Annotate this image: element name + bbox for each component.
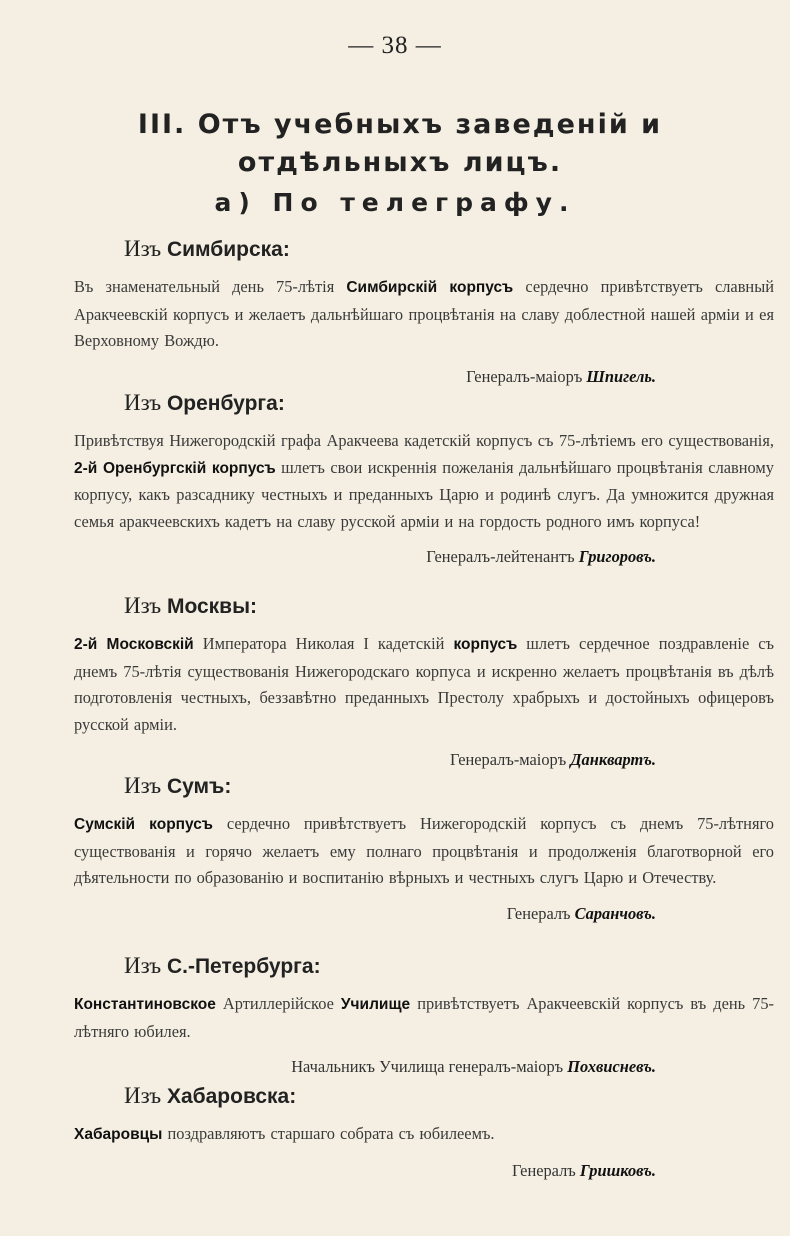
telegram-signature: Генералъ-маiоръ Данквартъ. xyxy=(450,750,656,769)
telegram-khabarovsk xyxy=(74,1083,774,1181)
telegram-signature: Начальникъ Училища генералъ-маiоръ Похвисневъ. xyxy=(291,1057,656,1076)
telegram-origin: Изъ Хабаровска: xyxy=(124,1083,297,1108)
subsection-title: а) По телеграфу. xyxy=(214,188,576,217)
telegram-orenburg xyxy=(74,390,774,567)
telegram-signature: Генералъ-маiоръ Шпигель. xyxy=(466,366,656,386)
page-number: — 38 — xyxy=(348,32,442,59)
telegram-origin: Изъ С.-Петербурга: xyxy=(124,953,321,978)
telegram-origin: Изъ Москвы: xyxy=(124,593,258,618)
telegram-text: Въ знаменательный день 75-лѣтiя Симбирскiй корпусъ сердечно привѣтствуетъ славный Аракчеевскiй корпусъ и желаетъ дальнѣйшаго процвѣтанiя на славу доблестной нашей армiи и ея Верховному Вождю. xyxy=(74,277,774,350)
telegram-origin: Изъ Оренбурга: xyxy=(124,390,285,415)
telegram-origin: Изъ Симбирска: xyxy=(124,236,290,261)
telegram-text: 2-й Московскiй Императора Николая I кадетскiй корпусъ шлетъ сердечное поздравленiе съ днемъ 75-лѣтiя существованiя Нижегородскаго корпуса и искренно желаетъ процвѣтанiя въ дѣлѣ подготовленiя честныхъ, беззавѣтно преданныхъ Престолу храбрыхъ и достойныхъ офицеровъ русской армiи. xyxy=(74,634,774,734)
telegram-signature: Генералъ-лейтенантъ Григоровъ. xyxy=(426,547,656,566)
section-title: III. Отъ учебныхъ заведенiй и отдѣльныхъ лицъ. xyxy=(137,109,663,178)
telegram-signature: Генералъ Гришковъ. xyxy=(511,1160,656,1180)
telegram-simbirsk xyxy=(74,236,774,387)
telegram-origin: Изъ Сумъ: xyxy=(124,773,232,798)
telegram-petersburg xyxy=(74,953,774,1077)
telegram-sumy xyxy=(74,773,774,924)
telegram-text: Сумскiй корпусъ сердечно привѣтствуетъ Нижегородскiй корпусъ съ днемъ 75-лѣтняго существованiя и горячо желаетъ ему полнаго процвѣтанiя и продолженiя благотворной его дѣятельности по образованiю и воспитанiю вѣрныхъ и честныхъ слугъ Царю и Отечеству. xyxy=(74,814,774,887)
telegram-moscow xyxy=(74,593,774,770)
telegram-signature: Генералъ Саранчовъ. xyxy=(506,903,656,923)
telegram-text: Хабаровцы поздравляютъ старшаго собрата съ юбилеемъ. xyxy=(74,1124,495,1143)
telegram-text: Привѣтствуя Нижегородскiй графа Аракчеева кадетскiй корпусъ съ 75-лѣтiемъ его существованiя, 2-й Оренбургскiй корпусъ шлетъ свои искреннiя пожеланiя дальнѣйшаго процвѣтанiя славному корпусу, какъ разсаднику честныхъ и преданныхъ Царю и родинѣ слугъ. Да умножится дружная семья аракчеевскихъ кадетъ на славу русской армiи и на гордость родного имъ корпуса! xyxy=(74,431,774,531)
telegram-text: Константиновское Артиллерiйское Училище привѣтствуетъ Аракчеевскiй корпусъ въ день 75-лѣтняго юбилея. xyxy=(74,994,774,1041)
